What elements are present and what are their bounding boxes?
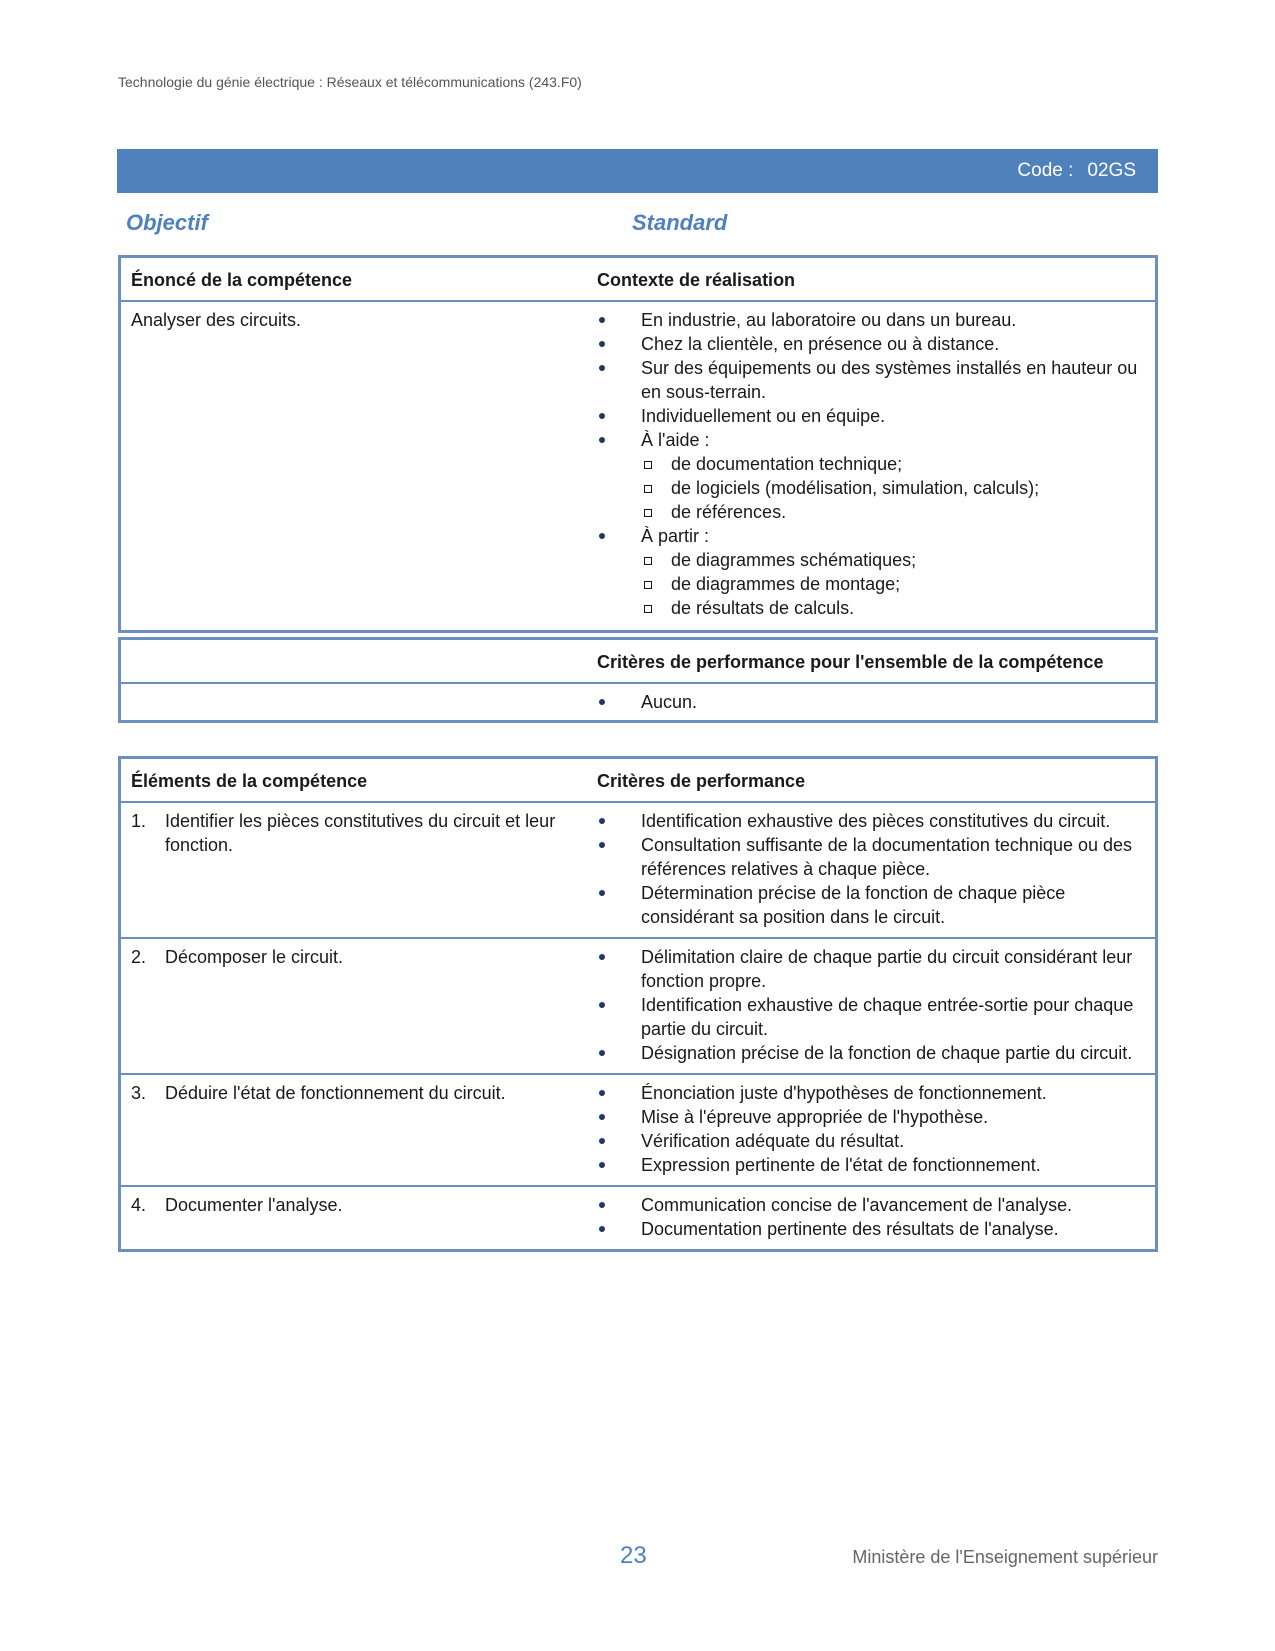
sub-list bbox=[641, 452, 1145, 524]
item-text: Désignation précise de la fonction de chaque partie du circuit. bbox=[641, 1043, 1133, 1063]
course-code bbox=[1017, 160, 1136, 182]
sub-item-text: de documentation technique; bbox=[671, 454, 903, 474]
bullet-icon bbox=[599, 1114, 605, 1120]
item-text: Documentation pertinente des résultats de l'analyse. bbox=[641, 1219, 1059, 1239]
bullet-icon bbox=[599, 365, 605, 371]
criteria-list bbox=[597, 945, 1145, 1065]
global-criteria-list bbox=[597, 690, 1145, 714]
table-row bbox=[120, 1074, 1157, 1186]
item-text: Expression pertinente de l'état de fonctionnement. bbox=[641, 1155, 1041, 1175]
element-number: 3. bbox=[131, 1083, 147, 1103]
criteria-item bbox=[597, 809, 1145, 833]
item-text: Sur des équipements ou des systèmes installés en hauteur ou en sous-terrain. bbox=[641, 358, 1138, 402]
square-bullet-icon bbox=[644, 509, 652, 517]
sub-item bbox=[641, 572, 1145, 596]
code-value: 02GS bbox=[1087, 160, 1136, 181]
criteria-list bbox=[597, 1193, 1145, 1241]
item-text: À partir : bbox=[641, 526, 710, 546]
criteria-item bbox=[597, 1129, 1145, 1153]
criteria-item bbox=[597, 1153, 1145, 1177]
criteria-item bbox=[597, 945, 1145, 993]
element-text: Documenter l'analyse. bbox=[165, 1195, 343, 1215]
element-number: 4. bbox=[131, 1195, 147, 1215]
criteria-item bbox=[597, 1217, 1145, 1241]
element-number: 1. bbox=[131, 811, 147, 831]
criteria-item bbox=[597, 332, 1145, 356]
bullet-icon bbox=[599, 842, 605, 848]
bullet-icon bbox=[599, 1090, 605, 1096]
sub-item bbox=[641, 548, 1145, 572]
competence-element bbox=[131, 1081, 577, 1105]
sub-list bbox=[641, 548, 1145, 620]
table-row bbox=[120, 1186, 1157, 1251]
criteria-header: Critères de performance bbox=[587, 758, 1157, 803]
bullet-icon bbox=[599, 1050, 605, 1056]
sub-item-text: de résultats de calculs. bbox=[671, 598, 855, 618]
criteria-item bbox=[597, 404, 1145, 428]
sub-item bbox=[641, 596, 1145, 620]
bullet-icon bbox=[599, 1226, 605, 1232]
sub-item-text: de références. bbox=[671, 502, 787, 522]
bullet-icon bbox=[599, 413, 605, 419]
bullet-icon bbox=[599, 890, 605, 896]
sub-item bbox=[641, 476, 1145, 500]
global-criteria-table bbox=[118, 637, 1158, 723]
criteria-item bbox=[597, 428, 1145, 524]
context-header: Contexte de réalisation bbox=[587, 257, 1157, 302]
competence-element bbox=[131, 809, 577, 857]
bullet-icon bbox=[599, 533, 605, 539]
bullet-icon bbox=[599, 699, 605, 705]
item-text: Individuellement ou en équipe. bbox=[641, 406, 886, 426]
bullet-icon bbox=[599, 1002, 605, 1008]
element-text: Décomposer le circuit. bbox=[165, 947, 344, 967]
item-text: Consultation suffisante de la documentation technique ou des références relatives à chaque pièce. bbox=[641, 835, 1133, 879]
competence-table-header bbox=[120, 257, 1157, 302]
item-text: Chez la clientèle, en présence ou à distance. bbox=[641, 334, 1000, 354]
criteria-item bbox=[597, 1081, 1145, 1105]
bullet-icon bbox=[599, 1162, 605, 1168]
standard-heading: Standard bbox=[632, 210, 728, 235]
elements-table bbox=[118, 756, 1158, 1252]
item-text: Identification exhaustive des pièces constitutives du circuit. bbox=[641, 811, 1111, 831]
elements-table-header bbox=[120, 758, 1157, 803]
criteria-item bbox=[597, 1105, 1145, 1129]
running-header: Technologie du génie électrique : Réseaux et télécommunications (243.F0) bbox=[118, 74, 582, 90]
item-text: Aucun. bbox=[641, 692, 698, 712]
item-text: Délimitation claire de chaque partie du circuit considérant leur fonction propre. bbox=[641, 947, 1133, 991]
criteria-list bbox=[597, 1081, 1145, 1177]
item-text: Vérification adéquate du résultat. bbox=[641, 1131, 905, 1151]
criteria-item bbox=[597, 308, 1145, 332]
code-banner bbox=[117, 149, 1158, 193]
bullet-icon bbox=[599, 341, 605, 347]
objective-heading: Objectif bbox=[126, 210, 208, 235]
criteria-item bbox=[597, 993, 1145, 1041]
criteria-item bbox=[597, 356, 1145, 404]
item-text: À l'aide : bbox=[641, 430, 710, 450]
criteria-list bbox=[597, 809, 1145, 929]
elements-header: Éléments de la compétence bbox=[120, 758, 588, 803]
element-number: 2. bbox=[131, 947, 147, 967]
sub-item bbox=[641, 500, 1145, 524]
square-bullet-icon bbox=[644, 605, 652, 613]
ministry-footer: Ministère de l'Enseignement supérieur bbox=[852, 1547, 1158, 1567]
bullet-icon bbox=[599, 818, 605, 824]
sub-item-text: de diagrammes schématiques; bbox=[671, 550, 917, 570]
sub-item-text: de logiciels (modélisation, simulation, calculs); bbox=[671, 478, 1040, 498]
criteria-item bbox=[597, 1041, 1145, 1065]
competence-row bbox=[120, 301, 1157, 632]
item-text: Détermination précise de la fonction de chaque pièce considérant sa position dans le circuit. bbox=[641, 883, 1066, 927]
criteria-item bbox=[597, 524, 1145, 620]
criteria-item bbox=[597, 1193, 1145, 1217]
page-number: 23 bbox=[620, 1542, 647, 1569]
item-text: En industrie, au laboratoire ou dans un bureau. bbox=[641, 310, 1017, 330]
bullet-icon bbox=[599, 1138, 605, 1144]
table-row bbox=[120, 938, 1157, 1074]
competence-element bbox=[131, 945, 577, 969]
item-text: Communication concise de l'avancement de l'analyse. bbox=[641, 1195, 1073, 1215]
item-text: Mise à l'épreuve appropriée de l'hypothèse. bbox=[641, 1107, 989, 1127]
bullet-icon bbox=[599, 317, 605, 323]
element-text: Identifier les pièces constitutives du circuit et leur fonction. bbox=[165, 811, 556, 855]
code-label: Code : bbox=[1017, 160, 1074, 181]
competence-statement: Analyser des circuits. bbox=[131, 310, 302, 330]
competence-table bbox=[118, 255, 1158, 633]
square-bullet-icon bbox=[644, 557, 652, 565]
context-list bbox=[597, 308, 1145, 620]
statement-header: Énoncé de la compétence bbox=[120, 257, 588, 302]
competence-element bbox=[131, 1193, 577, 1217]
square-bullet-icon bbox=[644, 581, 652, 589]
element-text: Déduire l'état de fonctionnement du circuit. bbox=[165, 1083, 506, 1103]
criteria-item bbox=[597, 833, 1145, 881]
bullet-icon bbox=[599, 437, 605, 443]
criteria-item bbox=[597, 690, 1145, 714]
item-text: Identification exhaustive de chaque entrée-sortie pour chaque partie du circuit. bbox=[641, 995, 1134, 1039]
bullet-icon bbox=[599, 1202, 605, 1208]
global-criteria-row bbox=[120, 683, 1157, 722]
criteria-item bbox=[597, 881, 1145, 929]
sub-item bbox=[641, 452, 1145, 476]
square-bullet-icon bbox=[644, 485, 652, 493]
square-bullet-icon bbox=[644, 461, 652, 469]
bullet-icon bbox=[599, 954, 605, 960]
table-row bbox=[120, 802, 1157, 938]
global-criteria-header: Critères de performance pour l'ensemble de la compétence bbox=[587, 639, 1157, 684]
item-text: Énonciation juste d'hypothèses de fonctionnement. bbox=[641, 1083, 1047, 1103]
global-criteria-header-row bbox=[120, 639, 1157, 684]
sub-item-text: de diagrammes de montage; bbox=[671, 574, 901, 594]
